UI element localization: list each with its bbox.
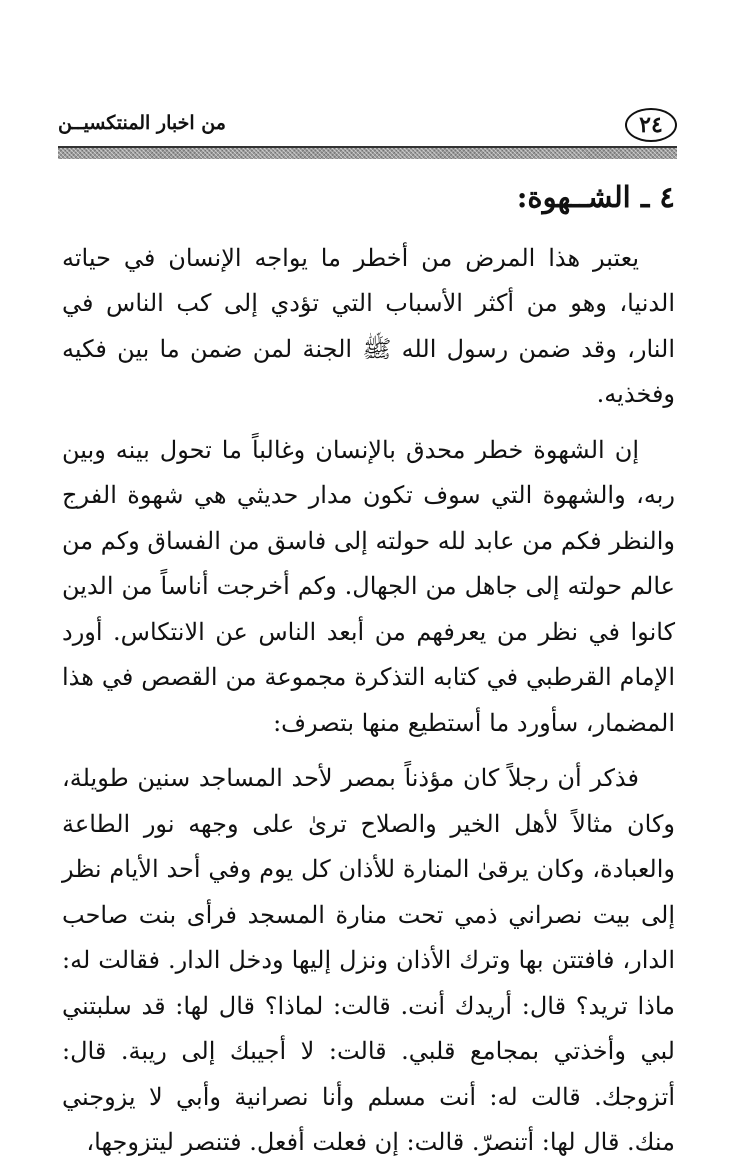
paragraph: فذكر أن رجلاً كان مؤذناً بمصر لأحد المساجد سنين طويلة، وكان مثالاً لأهل الخير والصلاح ترىٰ على وجهه نور الطاعة والعبادة، وكان يرقىٰ المنارة للأذان كل يوم وفي أحد الأيام نظر إلى بيت نصراني ذمي تحت منارة المسجد فرأى بنت صاحب الدار، فافتتن بها وترك الأذان ونزل إليها ودخل الدار. فقالت له: ماذا تريد؟ قال: أريدك أنت. قالت: لماذا؟ قال لها: قد سلبتني لبي وأخذتي بمجامع قلبي. قالت: لا أجيبك إلى ريبة. قال: أتزوجك. قالت له: أنت مسلم وأنا نصرانية وأبي لا يزوجني منك. قال لها: أتنصرّ. قالت: إن فعلت أفعل. فتنصر ليتزوجها، [62, 764, 675, 1156]
header-divider [58, 146, 677, 159]
page-header [58, 108, 677, 148]
paragraph: يعتبر هذا المرض من أخطر ما يواجه الإنسان في حياته الدنيا، وهو من أكثر الأسباب التي تؤدي إلى كب الناس في النار، وقد ضمن رسول الله ﷺ الجنة لمن ضمن ما بين فكيه وفخذيه. [62, 243, 675, 408]
section-heading: ٤ ـ الشــهوة: [516, 180, 675, 214]
page-body [62, 176, 675, 1176]
page-number: ٢٤ [625, 108, 677, 142]
running-title: من اخبار المنتكسيــن [58, 112, 226, 134]
paragraph: إن الشهوة خطر محدق بالإنسان وغالباً ما تحول بينه وبين ربه، والشهوة التي سوف تكون مدار حديثي هي شهوة الفرج والنظر فكم من عابد لله حولته إلى فاسق من الفساق وكم من عالم حولته إلى جاهل من الجهال. وكم أخرجت أناساً من الدين كانوا في نظر من يعرفهم من أبعد الناس عن الانتكاس. أورد الإمام القرطبي في كتابه التذكرة مجموعة من القصص في هذا المضمار، سأورد ما أستطيع منها بتصرف: [62, 435, 675, 737]
